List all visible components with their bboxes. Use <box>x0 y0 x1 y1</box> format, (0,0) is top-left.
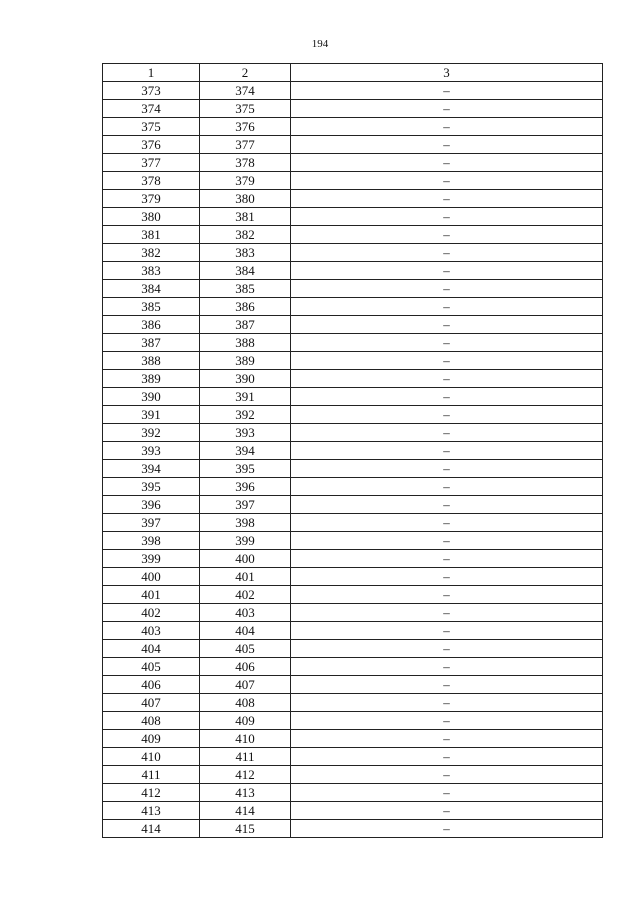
table-cell-col-3: – <box>291 712 603 730</box>
table-cell-col-3: – <box>291 118 603 136</box>
table-cell-col-2: 374 <box>200 82 291 100</box>
table-cell-col-2: 405 <box>200 640 291 658</box>
table-cell-col-1: 379 <box>103 190 200 208</box>
table-cell-col-1: 400 <box>103 568 200 586</box>
table-row <box>103 604 603 622</box>
table-cell-col-3: – <box>291 100 603 118</box>
table-cell-col-1: 399 <box>103 550 200 568</box>
table-cell-col-2: 386 <box>200 298 291 316</box>
table-row <box>103 352 603 370</box>
table-row <box>103 118 603 136</box>
table-cell-col-2: 408 <box>200 694 291 712</box>
table-cell-col-2: 378 <box>200 154 291 172</box>
data-table <box>102 63 603 838</box>
table-cell-col-2: 391 <box>200 388 291 406</box>
table-cell-col-3: – <box>291 154 603 172</box>
table-row <box>103 244 603 262</box>
table-cell-col-2: 376 <box>200 118 291 136</box>
table-cell-col-2: 411 <box>200 748 291 766</box>
table-cell-col-1: 378 <box>103 172 200 190</box>
table-row <box>103 334 603 352</box>
table-cell-col-3: – <box>291 352 603 370</box>
table-cell-col-2: 383 <box>200 244 291 262</box>
table-row <box>103 550 603 568</box>
table-row <box>103 370 603 388</box>
table-cell-col-1: 414 <box>103 820 200 838</box>
table-row <box>103 676 603 694</box>
table-cell-col-2: 407 <box>200 676 291 694</box>
table-row <box>103 748 603 766</box>
table-cell-col-2: 412 <box>200 766 291 784</box>
table-cell-col-2: 394 <box>200 442 291 460</box>
table-row <box>103 658 603 676</box>
table-cell-col-3: – <box>291 676 603 694</box>
table-row <box>103 532 603 550</box>
table-cell-col-1: 392 <box>103 424 200 442</box>
table-cell-col-3: – <box>291 442 603 460</box>
table-cell-col-2: 377 <box>200 136 291 154</box>
table-cell-col-2: 400 <box>200 550 291 568</box>
table-cell-col-1: 375 <box>103 118 200 136</box>
table-cell-col-2: 382 <box>200 226 291 244</box>
table-cell-col-3: – <box>291 262 603 280</box>
table-cell-col-1: 410 <box>103 748 200 766</box>
table-cell-col-3: – <box>291 406 603 424</box>
table-row <box>103 460 603 478</box>
table-cell-col-2: 406 <box>200 658 291 676</box>
table-cell-col-1: 377 <box>103 154 200 172</box>
table-row <box>103 82 603 100</box>
table-row <box>103 388 603 406</box>
page-number: 194 <box>311 38 329 50</box>
table-row <box>103 694 603 712</box>
table-cell-col-1: 376 <box>103 136 200 154</box>
table-cell-col-2: 413 <box>200 784 291 802</box>
table-cell-col-1: 380 <box>103 208 200 226</box>
table-cell-col-3: – <box>291 316 603 334</box>
table-row <box>103 406 603 424</box>
table-cell-col-1: 405 <box>103 658 200 676</box>
table-row <box>103 712 603 730</box>
table-row <box>103 262 603 280</box>
table-cell-col-3: – <box>291 730 603 748</box>
table-row <box>103 154 603 172</box>
table-cell-col-2: 381 <box>200 208 291 226</box>
table-cell-col-2: 395 <box>200 460 291 478</box>
table-row <box>103 820 603 838</box>
table-cell-col-3: – <box>291 226 603 244</box>
table-row <box>103 802 603 820</box>
table-cell-col-1: 411 <box>103 766 200 784</box>
table-cell-col-2: 415 <box>200 820 291 838</box>
table-cell-col-2: 401 <box>200 568 291 586</box>
table-cell-col-1: 394 <box>103 460 200 478</box>
table-row <box>103 766 603 784</box>
table-cell-col-3: – <box>291 478 603 496</box>
table-cell-col-3: – <box>291 748 603 766</box>
table-cell-col-1: 402 <box>103 604 200 622</box>
table-row <box>103 424 603 442</box>
table-row <box>103 190 603 208</box>
table-cell-col-3: – <box>291 424 603 442</box>
table-cell-col-3: – <box>291 604 603 622</box>
table-cell-col-3: – <box>291 658 603 676</box>
table-cell-col-3: – <box>291 802 603 820</box>
table-cell-col-3: – <box>291 820 603 838</box>
table-cell-col-2: 385 <box>200 280 291 298</box>
table-cell-col-1: 387 <box>103 334 200 352</box>
table-cell-col-3: – <box>291 280 603 298</box>
table-cell-col-3: – <box>291 82 603 100</box>
table-row <box>103 640 603 658</box>
table-cell-col-1: 397 <box>103 514 200 532</box>
table-cell-col-2: 404 <box>200 622 291 640</box>
table-cell-col-1: 404 <box>103 640 200 658</box>
table-cell-col-1: 396 <box>103 496 200 514</box>
table-cell-col-1: 390 <box>103 388 200 406</box>
table-cell-col-1: 381 <box>103 226 200 244</box>
table-cell-col-2: 388 <box>200 334 291 352</box>
table-cell-col-2: 410 <box>200 730 291 748</box>
table-cell-col-3: – <box>291 460 603 478</box>
table-cell-col-2: 384 <box>200 262 291 280</box>
table-row <box>103 172 603 190</box>
table-row <box>103 496 603 514</box>
table-cell-col-2: 414 <box>200 802 291 820</box>
table-row <box>103 298 603 316</box>
table-row <box>103 136 603 154</box>
table-cell-col-3: – <box>291 514 603 532</box>
table-cell-col-3: – <box>291 208 603 226</box>
table-cell-col-3: – <box>291 586 603 604</box>
table-cell-col-3: – <box>291 640 603 658</box>
table-cell-col-3: – <box>291 244 603 262</box>
table-cell-col-1: 401 <box>103 586 200 604</box>
table-cell-col-3: – <box>291 334 603 352</box>
table-cell-col-1: 406 <box>103 676 200 694</box>
table-cell-col-1: 407 <box>103 694 200 712</box>
table-cell-col-3: – <box>291 568 603 586</box>
table-cell-col-2: 380 <box>200 190 291 208</box>
table-cell-col-3: – <box>291 784 603 802</box>
table-cell-col-1: 409 <box>103 730 200 748</box>
table-row <box>103 442 603 460</box>
table-cell-col-2: 403 <box>200 604 291 622</box>
table-cell-col-2: 409 <box>200 712 291 730</box>
column-header-3: 3 <box>291 64 603 82</box>
table-row <box>103 478 603 496</box>
table-cell-col-3: – <box>291 694 603 712</box>
table-cell-col-3: – <box>291 766 603 784</box>
table-cell-col-2: 397 <box>200 496 291 514</box>
table-cell-col-3: – <box>291 532 603 550</box>
table-cell-col-3: – <box>291 298 603 316</box>
table-cell-col-3: – <box>291 136 603 154</box>
table-cell-col-1: 383 <box>103 262 200 280</box>
table-cell-col-1: 413 <box>103 802 200 820</box>
table-cell-col-2: 390 <box>200 370 291 388</box>
table-cell-col-3: – <box>291 496 603 514</box>
table-row <box>103 568 603 586</box>
table-cell-col-1: 384 <box>103 280 200 298</box>
table-cell-col-3: – <box>291 370 603 388</box>
table-cell-col-2: 387 <box>200 316 291 334</box>
table-cell-col-2: 396 <box>200 478 291 496</box>
table-cell-col-3: – <box>291 622 603 640</box>
table-cell-col-1: 408 <box>103 712 200 730</box>
table-row <box>103 100 603 118</box>
table-cell-col-1: 398 <box>103 532 200 550</box>
table-row <box>103 730 603 748</box>
table-cell-col-3: – <box>291 190 603 208</box>
table-cell-col-2: 399 <box>200 532 291 550</box>
table-cell-col-1: 374 <box>103 100 200 118</box>
table-cell-col-1: 393 <box>103 442 200 460</box>
table-cell-col-1: 373 <box>103 82 200 100</box>
table-row <box>103 316 603 334</box>
table-cell-col-1: 382 <box>103 244 200 262</box>
table-cell-col-3: – <box>291 388 603 406</box>
table-cell-col-1: 385 <box>103 298 200 316</box>
table-cell-col-1: 391 <box>103 406 200 424</box>
table-body <box>103 82 603 838</box>
column-header-1: 1 <box>103 64 200 82</box>
table-row <box>103 784 603 802</box>
table-row <box>103 208 603 226</box>
table-cell-col-3: – <box>291 550 603 568</box>
table-cell-col-2: 389 <box>200 352 291 370</box>
table-cell-col-3: – <box>291 172 603 190</box>
table-row <box>103 514 603 532</box>
table-cell-col-1: 389 <box>103 370 200 388</box>
table-cell-col-1: 403 <box>103 622 200 640</box>
table-cell-col-1: 386 <box>103 316 200 334</box>
table-row <box>103 622 603 640</box>
table-cell-col-2: 393 <box>200 424 291 442</box>
table-cell-col-2: 398 <box>200 514 291 532</box>
table-cell-col-1: 395 <box>103 478 200 496</box>
table-cell-col-2: 379 <box>200 172 291 190</box>
table-cell-col-1: 412 <box>103 784 200 802</box>
table-row <box>103 226 603 244</box>
table-cell-col-2: 402 <box>200 586 291 604</box>
table-row <box>103 586 603 604</box>
table-cell-col-2: 392 <box>200 406 291 424</box>
column-header-2: 2 <box>200 64 291 82</box>
table-cell-col-2: 375 <box>200 100 291 118</box>
table-cell-col-1: 388 <box>103 352 200 370</box>
table-header-row <box>103 64 603 82</box>
table-row <box>103 280 603 298</box>
